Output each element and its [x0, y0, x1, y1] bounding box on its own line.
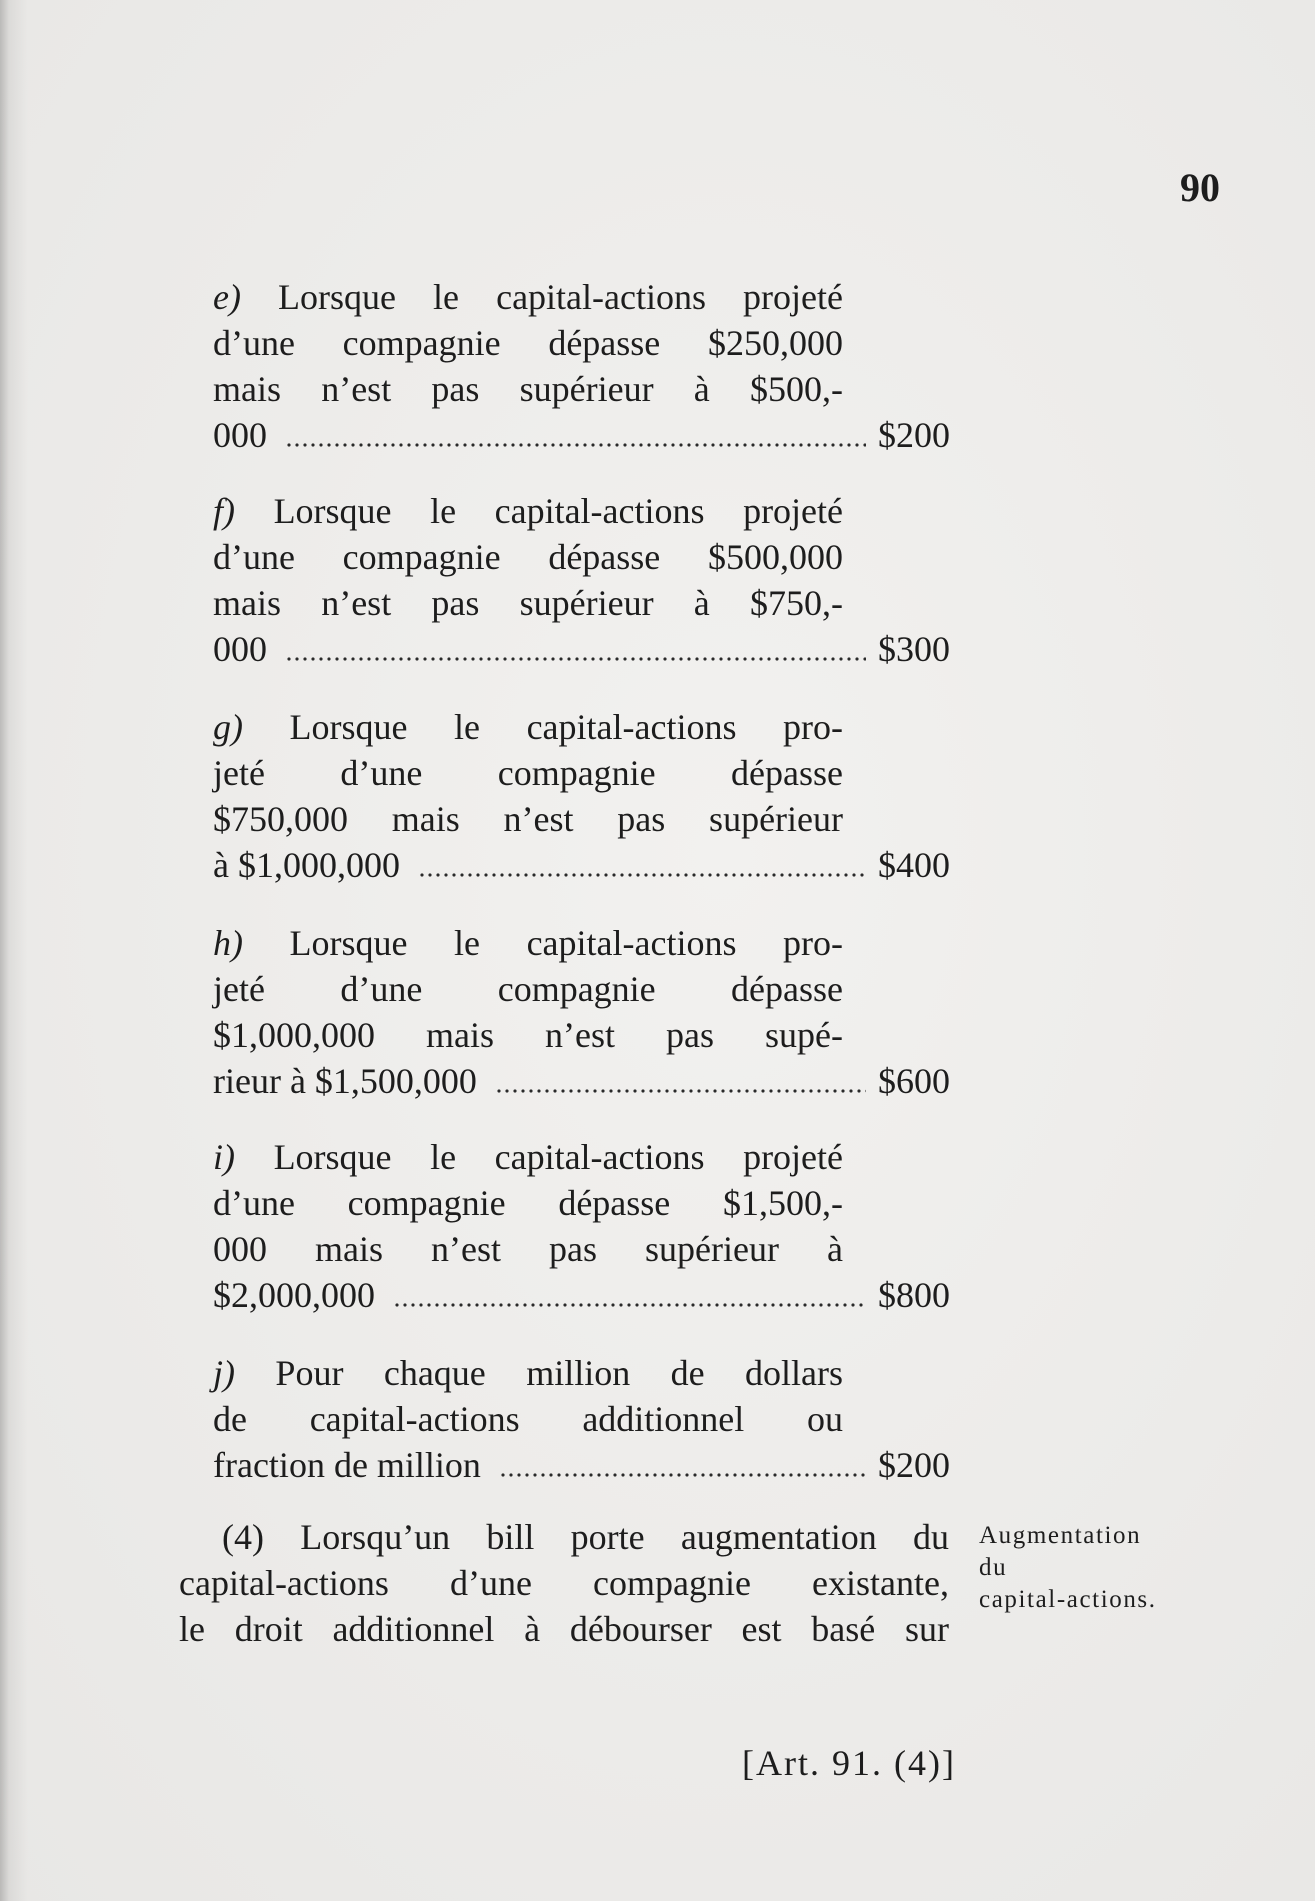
item-line: 000 mais n’est pas supérieur à — [213, 1229, 843, 1269]
item-text: 000 — [213, 415, 267, 455]
item-text: rieur à $1,500,000 — [213, 1061, 477, 1101]
item-line — [213, 1350, 843, 1396]
margin-note-line: capital-actions. — [979, 1586, 1157, 1613]
item-fee-line — [213, 842, 950, 888]
item-text: Lorsque le capital-actions pro- — [289, 707, 843, 747]
dot-leader — [418, 842, 866, 888]
item-line — [213, 488, 843, 534]
margin-note-line: du — [979, 1554, 1008, 1581]
item-line: mais n’est pas supérieur à $500,- — [213, 369, 843, 409]
fee-item-f — [213, 488, 950, 672]
fee-amount: $300 — [878, 629, 950, 669]
paragraph-line: le droit additionnel à débourser est basé sur — [179, 1609, 949, 1649]
item-line: d’une compagnie dépasse $250,000 — [213, 323, 843, 363]
item-label: g) — [213, 707, 243, 747]
item-line: d’une compagnie dépasse $1,500,- — [213, 1183, 843, 1223]
fee-item-i — [213, 1134, 950, 1318]
item-line: jeté d’une compagnie dépasse — [213, 969, 843, 1009]
item-text: 000 — [213, 629, 267, 669]
item-line: $1,000,000 mais n’est pas supé- — [213, 1015, 843, 1055]
item-text: fraction de million — [213, 1445, 481, 1485]
fee-amount: $400 — [878, 845, 950, 885]
dot-leader — [285, 412, 866, 458]
fee-item-h — [213, 920, 950, 1104]
item-fee-line — [213, 626, 950, 672]
fee-item-e — [213, 274, 950, 458]
item-fee-line — [213, 412, 950, 458]
item-line: $750,000 mais n’est pas supérieur — [213, 799, 843, 839]
item-text: Lorsque le capital-actions pro- — [289, 923, 843, 963]
item-text: Pour chaque million de dollars — [275, 1353, 843, 1393]
item-text: $2,000,000 — [213, 1275, 375, 1315]
paragraph-line: (4) Lorsqu’un bill porte augmentation du — [222, 1517, 949, 1557]
item-line — [213, 1134, 843, 1180]
paragraph-4 — [179, 1514, 949, 1652]
item-line: de capital-actions additionnel ou — [213, 1399, 843, 1439]
item-text: Lorsque le capital-actions projeté — [273, 1137, 844, 1177]
article-reference: [Art. 91. (4)] — [742, 1743, 956, 1783]
fee-item-g — [213, 704, 950, 888]
item-fee-line — [213, 1442, 950, 1488]
item-line — [213, 274, 843, 320]
item-line: d’une compagnie dépasse $500,000 — [213, 537, 843, 577]
item-text: Lorsque le capital-actions projeté — [278, 277, 844, 317]
item-text: Lorsque le capital-actions projeté — [273, 491, 844, 531]
dot-leader — [285, 626, 866, 672]
margin-note — [979, 1520, 1157, 1616]
item-label: j) — [213, 1353, 235, 1393]
fee-amount: $800 — [878, 1275, 950, 1315]
fee-item-j — [213, 1350, 950, 1488]
item-label: e) — [213, 277, 241, 317]
item-label: f) — [213, 491, 235, 531]
item-text: à $1,000,000 — [213, 845, 400, 885]
dot-leader — [393, 1272, 866, 1318]
item-line — [213, 704, 843, 750]
dot-leader — [495, 1058, 866, 1104]
item-line — [213, 920, 843, 966]
item-fee-line — [213, 1058, 950, 1104]
fee-amount: $600 — [878, 1061, 950, 1101]
page-number: 90 — [1180, 165, 1220, 210]
item-label: h) — [213, 923, 243, 963]
item-line: jeté d’une compagnie dépasse — [213, 753, 843, 793]
fee-amount: $200 — [878, 1445, 950, 1485]
paragraph-line: capital-actions d’une compagnie existante, — [179, 1563, 949, 1603]
fee-amount: $200 — [878, 415, 950, 455]
dot-leader — [499, 1442, 866, 1488]
item-fee-line — [213, 1272, 950, 1318]
margin-note-line: Augmentation — [979, 1522, 1142, 1549]
item-label: i) — [213, 1137, 235, 1177]
item-line: mais n’est pas supérieur à $750,- — [213, 583, 843, 623]
